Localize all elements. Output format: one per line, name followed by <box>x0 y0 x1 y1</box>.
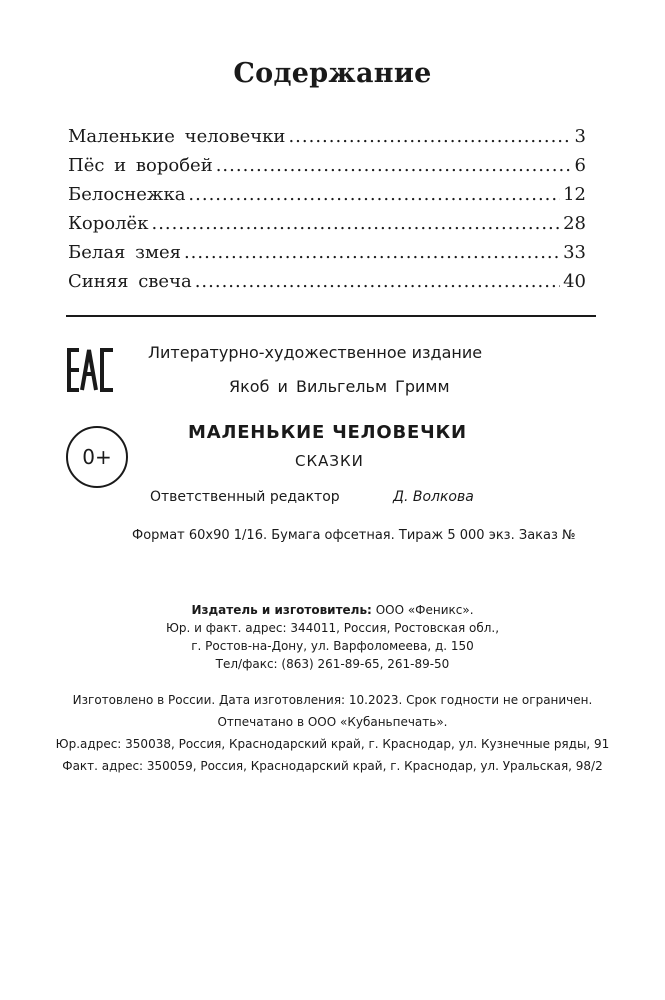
toc-entry <box>68 271 586 300</box>
printed-at-line: Отпечатано в ООО «Кубаньпечать». <box>217 715 448 729</box>
publisher-info <box>0 601 665 673</box>
toc-entry-page: 33 <box>563 242 586 263</box>
publisher-name: ООО «Феникс». <box>375 603 474 617</box>
toc-entry-title: Белая змея <box>68 242 181 263</box>
edition-genre: Литературно-художественное издание <box>148 343 483 362</box>
toc-leader-dots <box>195 271 560 292</box>
toc-entry-title: Королёк <box>68 213 149 234</box>
toc-leader-dots <box>216 155 572 176</box>
section-divider <box>66 315 596 317</box>
toc-entry-page: 28 <box>563 213 586 234</box>
printing-info <box>0 689 665 777</box>
book-title: МАЛЕНЬКИЕ ЧЕЛОВЕЧКИ <box>188 422 467 443</box>
editor-name: Д. Волкова <box>393 489 474 505</box>
toc-entry <box>68 126 586 155</box>
printer-legal-address: Юр.адрес: 350038, Россия, Краснодарский край, г. Краснодар, ул. Кузнечные ряды, 91 <box>55 737 610 751</box>
print-format: Формат 60х90 1/16. Бумага офсетная. Тираж 5 000 экз. Заказ № <box>132 528 576 543</box>
toc-entry <box>68 242 586 271</box>
publisher-phone: Тел/факс: (863) 261-89-65, 261-89-50 <box>215 657 450 671</box>
age-rating-badge: 0+ <box>66 426 128 488</box>
publisher-line <box>0 601 665 619</box>
toc-entry-page: 12 <box>563 184 586 205</box>
printer-actual-address: Факт. адрес: 350059, Россия, Краснодарский край, г. Краснодар, ул. Уральская, 98/2 <box>62 759 603 773</box>
toc-entry <box>68 184 586 213</box>
book-subtitle: СКАЗКИ <box>295 452 364 470</box>
toc-leader-dots <box>288 126 571 147</box>
toc-leader-dots <box>151 213 560 234</box>
toc-entry-title: Маленькие человечки <box>68 126 286 147</box>
toc-entry <box>68 155 586 184</box>
toc-entry-page: 6 <box>574 155 586 176</box>
publisher-address-1: Юр. и факт. адрес: 344011, Россия, Ростовская обл., <box>165 621 500 635</box>
toc-title: Содержание <box>233 58 432 89</box>
authors: Якоб и Вильгельм Гримм <box>229 377 450 396</box>
table-of-contents <box>68 126 586 300</box>
publisher-address-2: г. Ростов-на-Дону, ул. Варфоломеева, д. 150 <box>191 639 474 653</box>
publisher-label: Издатель и изготовитель: <box>191 603 372 617</box>
toc-leader-dots <box>184 242 560 263</box>
editor-label: Ответственный редактор <box>150 489 340 505</box>
made-in-line: Изготовлено в России. Дата изготовления: 10.2023. Срок годности не ограничен. <box>72 693 593 707</box>
toc-entry-page: 3 <box>574 126 586 147</box>
toc-entry-title: Белоснежка <box>68 184 186 205</box>
toc-entry <box>68 213 586 242</box>
toc-entry-title: Синяя свеча <box>68 271 192 292</box>
toc-entry-page: 40 <box>563 271 586 292</box>
toc-leader-dots <box>188 184 560 205</box>
toc-entry-title: Пёс и воробей <box>68 155 213 176</box>
eac-mark-icon <box>66 348 116 392</box>
